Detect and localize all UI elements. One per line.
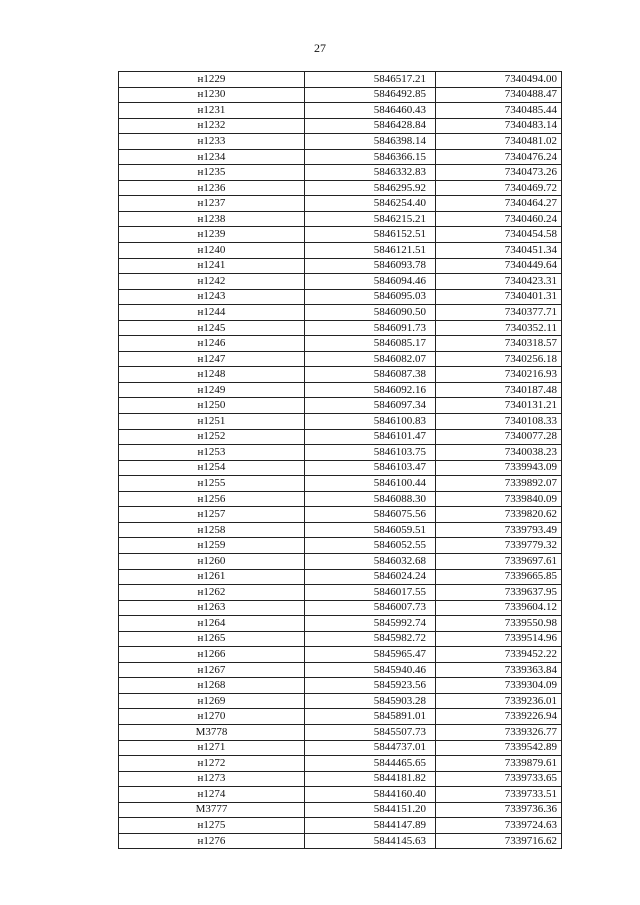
table-row	[119, 569, 562, 585]
table-row	[119, 647, 562, 663]
table-row	[119, 538, 562, 554]
table-row	[119, 771, 562, 787]
table-row	[119, 445, 562, 461]
x-coordinate-cell: 5846085.17	[305, 336, 436, 352]
y-coordinate-cell: 7340476.24	[436, 149, 562, 165]
y-coordinate-cell: 7340454.58	[436, 227, 562, 243]
point-label-cell: н1232	[119, 118, 305, 134]
y-coordinate-cell: 7340451.34	[436, 243, 562, 259]
table-row	[119, 274, 562, 290]
y-coordinate-cell: 7340216.93	[436, 367, 562, 383]
y-coordinate-cell: 7340352.11	[436, 320, 562, 336]
y-coordinate-cell: 7340485.44	[436, 103, 562, 119]
point-label-cell: н1265	[119, 631, 305, 647]
y-coordinate-cell: 7340256.18	[436, 351, 562, 367]
x-coordinate-cell: 5844145.63	[305, 833, 436, 849]
x-coordinate-cell: 5846059.51	[305, 522, 436, 538]
x-coordinate-cell: 5846095.03	[305, 289, 436, 305]
y-coordinate-cell: 7339236.01	[436, 693, 562, 709]
y-coordinate-cell: 7339820.62	[436, 507, 562, 523]
y-coordinate-cell: 7340187.48	[436, 382, 562, 398]
table-row	[119, 522, 562, 538]
y-coordinate-cell: 7340131.21	[436, 398, 562, 414]
x-coordinate-cell: 5846460.43	[305, 103, 436, 119]
y-coordinate-cell: 7339542.89	[436, 740, 562, 756]
y-coordinate-cell: 7339943.09	[436, 460, 562, 476]
table-row	[119, 693, 562, 709]
point-label-cell: н1264	[119, 616, 305, 632]
point-label-cell: н1247	[119, 351, 305, 367]
x-coordinate-cell: 5846101.47	[305, 429, 436, 445]
point-label-cell: н1252	[119, 429, 305, 445]
table-row	[119, 211, 562, 227]
point-label-cell: н1276	[119, 833, 305, 849]
point-label-cell: н1246	[119, 336, 305, 352]
point-label-cell: н1240	[119, 243, 305, 259]
y-coordinate-cell: 7339514.96	[436, 631, 562, 647]
y-coordinate-cell: 7339879.61	[436, 756, 562, 772]
y-coordinate-cell: 7340377.71	[436, 305, 562, 321]
point-label-cell: н1272	[119, 756, 305, 772]
x-coordinate-cell: 5846100.83	[305, 414, 436, 430]
point-label-cell: н1250	[119, 398, 305, 414]
y-coordinate-cell: 7339226.94	[436, 709, 562, 725]
point-label-cell: н1274	[119, 787, 305, 803]
point-label-cell: н1257	[119, 507, 305, 523]
point-label-cell: М3778	[119, 724, 305, 740]
y-coordinate-cell: 7339779.32	[436, 538, 562, 554]
point-label-cell: н1245	[119, 320, 305, 336]
table-row	[119, 553, 562, 569]
y-coordinate-cell: 7339604.12	[436, 600, 562, 616]
y-coordinate-cell: 7340038.23	[436, 445, 562, 461]
x-coordinate-cell: 5846398.14	[305, 134, 436, 150]
table-row	[119, 134, 562, 150]
table-row	[119, 87, 562, 103]
x-coordinate-cell: 5846088.30	[305, 491, 436, 507]
x-coordinate-cell: 5846090.50	[305, 305, 436, 321]
table-row	[119, 678, 562, 694]
y-coordinate-cell: 7340488.47	[436, 87, 562, 103]
point-label-cell: н1270	[119, 709, 305, 725]
point-label-cell: н1271	[119, 740, 305, 756]
point-label-cell: н1249	[119, 382, 305, 398]
y-coordinate-cell: 7339892.07	[436, 476, 562, 492]
point-label-cell: н1260	[119, 553, 305, 569]
y-coordinate-cell: 7339733.65	[436, 771, 562, 787]
table-row	[119, 118, 562, 134]
y-coordinate-cell: 7339363.84	[436, 662, 562, 678]
y-coordinate-cell: 7339697.61	[436, 553, 562, 569]
table-row	[119, 802, 562, 818]
point-label-cell: н1243	[119, 289, 305, 305]
x-coordinate-cell: 5844181.82	[305, 771, 436, 787]
x-coordinate-cell: 5846075.56	[305, 507, 436, 523]
table-row	[119, 787, 562, 803]
x-coordinate-cell: 5845940.46	[305, 662, 436, 678]
point-label-cell: н1263	[119, 600, 305, 616]
point-label-cell: н1262	[119, 585, 305, 601]
x-coordinate-cell: 5846052.55	[305, 538, 436, 554]
y-coordinate-cell: 7339452.22	[436, 647, 562, 663]
y-coordinate-cell: 7339550.98	[436, 616, 562, 632]
y-coordinate-cell: 7340481.02	[436, 134, 562, 150]
table-row	[119, 320, 562, 336]
y-coordinate-cell: 7340318.57	[436, 336, 562, 352]
x-coordinate-cell: 5846103.47	[305, 460, 436, 476]
x-coordinate-cell: 5846082.07	[305, 351, 436, 367]
y-coordinate-cell: 7339733.51	[436, 787, 562, 803]
point-label-cell: н1238	[119, 211, 305, 227]
table-row	[119, 196, 562, 212]
x-coordinate-cell: 5846295.92	[305, 180, 436, 196]
table-row	[119, 600, 562, 616]
y-coordinate-cell: 7340449.64	[436, 258, 562, 274]
x-coordinate-cell: 5846024.24	[305, 569, 436, 585]
table-row	[119, 305, 562, 321]
point-label-cell: н1266	[119, 647, 305, 663]
x-coordinate-cell: 5846517.21	[305, 72, 436, 88]
x-coordinate-cell: 5844147.89	[305, 818, 436, 834]
table-row	[119, 724, 562, 740]
x-coordinate-cell: 5845903.28	[305, 693, 436, 709]
point-label-cell: н1255	[119, 476, 305, 492]
table-row	[119, 103, 562, 119]
point-label-cell: н1233	[119, 134, 305, 150]
table-row	[119, 72, 562, 88]
x-coordinate-cell: 5845923.56	[305, 678, 436, 694]
y-coordinate-cell: 7339326.77	[436, 724, 562, 740]
table-row	[119, 740, 562, 756]
table-row	[119, 180, 562, 196]
table-row	[119, 616, 562, 632]
table-row	[119, 165, 562, 181]
y-coordinate-cell: 7339716.62	[436, 833, 562, 849]
table-row	[119, 756, 562, 772]
y-coordinate-cell: 7340077.28	[436, 429, 562, 445]
point-label-cell: н1242	[119, 274, 305, 290]
x-coordinate-cell: 5844160.40	[305, 787, 436, 803]
x-coordinate-cell: 5844737.01	[305, 740, 436, 756]
table-row	[119, 507, 562, 523]
point-label-cell: н1251	[119, 414, 305, 430]
table-row	[119, 585, 562, 601]
point-label-cell: н1241	[119, 258, 305, 274]
table-row	[119, 149, 562, 165]
x-coordinate-cell: 5846215.21	[305, 211, 436, 227]
x-coordinate-cell: 5846087.38	[305, 367, 436, 383]
table-row	[119, 476, 562, 492]
table-row	[119, 336, 562, 352]
point-label-cell: н1239	[119, 227, 305, 243]
x-coordinate-cell: 5846091.73	[305, 320, 436, 336]
y-coordinate-cell: 7339793.49	[436, 522, 562, 538]
table-row	[119, 243, 562, 259]
y-coordinate-cell: 7340473.26	[436, 165, 562, 181]
table-row	[119, 227, 562, 243]
point-label-cell: н1234	[119, 149, 305, 165]
page-number: 27	[314, 41, 326, 55]
point-label-cell: н1231	[119, 103, 305, 119]
point-label-cell: М3777	[119, 802, 305, 818]
x-coordinate-cell: 5846103.75	[305, 445, 436, 461]
x-coordinate-cell: 5846332.83	[305, 165, 436, 181]
x-coordinate-cell: 5846366.15	[305, 149, 436, 165]
point-label-cell: н1269	[119, 693, 305, 709]
table-row	[119, 429, 562, 445]
x-coordinate-cell: 5844465.65	[305, 756, 436, 772]
point-label-cell: н1229	[119, 72, 305, 88]
y-coordinate-cell: 7339304.09	[436, 678, 562, 694]
y-coordinate-cell: 7340494.00	[436, 72, 562, 88]
y-coordinate-cell: 7340469.72	[436, 180, 562, 196]
point-label-cell: н1267	[119, 662, 305, 678]
x-coordinate-cell: 5846017.55	[305, 585, 436, 601]
x-coordinate-cell: 5846428.84	[305, 118, 436, 134]
table-row	[119, 491, 562, 507]
table-row	[119, 382, 562, 398]
y-coordinate-cell: 7339840.09	[436, 491, 562, 507]
point-label-cell: н1244	[119, 305, 305, 321]
table-row	[119, 414, 562, 430]
point-label-cell: н1275	[119, 818, 305, 834]
point-label-cell: н1273	[119, 771, 305, 787]
point-label-cell: н1253	[119, 445, 305, 461]
point-label-cell: н1237	[119, 196, 305, 212]
point-label-cell: н1268	[119, 678, 305, 694]
x-coordinate-cell: 5846121.51	[305, 243, 436, 259]
x-coordinate-cell: 5846094.46	[305, 274, 436, 290]
table-row	[119, 367, 562, 383]
point-label-cell: н1259	[119, 538, 305, 554]
x-coordinate-cell: 5845982.72	[305, 631, 436, 647]
table-row	[119, 709, 562, 725]
table-row	[119, 662, 562, 678]
coordinates-table	[118, 71, 562, 849]
coordinates-table-body	[119, 72, 562, 849]
y-coordinate-cell: 7340464.27	[436, 196, 562, 212]
y-coordinate-cell: 7339724.63	[436, 818, 562, 834]
y-coordinate-cell: 7340401.31	[436, 289, 562, 305]
table-row	[119, 258, 562, 274]
point-label-cell: н1235	[119, 165, 305, 181]
x-coordinate-cell: 5845507.73	[305, 724, 436, 740]
table-row	[119, 818, 562, 834]
x-coordinate-cell: 5844151.20	[305, 802, 436, 818]
x-coordinate-cell: 5846254.40	[305, 196, 436, 212]
point-label-cell: н1236	[119, 180, 305, 196]
x-coordinate-cell: 5846032.68	[305, 553, 436, 569]
x-coordinate-cell: 5845965.47	[305, 647, 436, 663]
point-label-cell: н1261	[119, 569, 305, 585]
y-coordinate-cell: 7340423.31	[436, 274, 562, 290]
y-coordinate-cell: 7339637.95	[436, 585, 562, 601]
x-coordinate-cell: 5845992.74	[305, 616, 436, 632]
x-coordinate-cell: 5846092.16	[305, 382, 436, 398]
x-coordinate-cell: 5846100.44	[305, 476, 436, 492]
table-row	[119, 631, 562, 647]
y-coordinate-cell: 7340483.14	[436, 118, 562, 134]
point-label-cell: н1248	[119, 367, 305, 383]
table-row	[119, 460, 562, 476]
y-coordinate-cell: 7339736.36	[436, 802, 562, 818]
y-coordinate-cell: 7339665.85	[436, 569, 562, 585]
y-coordinate-cell: 7340108.33	[436, 414, 562, 430]
x-coordinate-cell: 5845891.01	[305, 709, 436, 725]
point-label-cell: н1230	[119, 87, 305, 103]
point-label-cell: н1258	[119, 522, 305, 538]
table-row	[119, 398, 562, 414]
x-coordinate-cell: 5846007.73	[305, 600, 436, 616]
y-coordinate-cell: 7340460.24	[436, 211, 562, 227]
x-coordinate-cell: 5846492.85	[305, 87, 436, 103]
x-coordinate-cell: 5846152.51	[305, 227, 436, 243]
x-coordinate-cell: 5846093.78	[305, 258, 436, 274]
table-row	[119, 351, 562, 367]
point-label-cell: н1256	[119, 491, 305, 507]
table-row	[119, 289, 562, 305]
x-coordinate-cell: 5846097.34	[305, 398, 436, 414]
point-label-cell: н1254	[119, 460, 305, 476]
table-row	[119, 833, 562, 849]
